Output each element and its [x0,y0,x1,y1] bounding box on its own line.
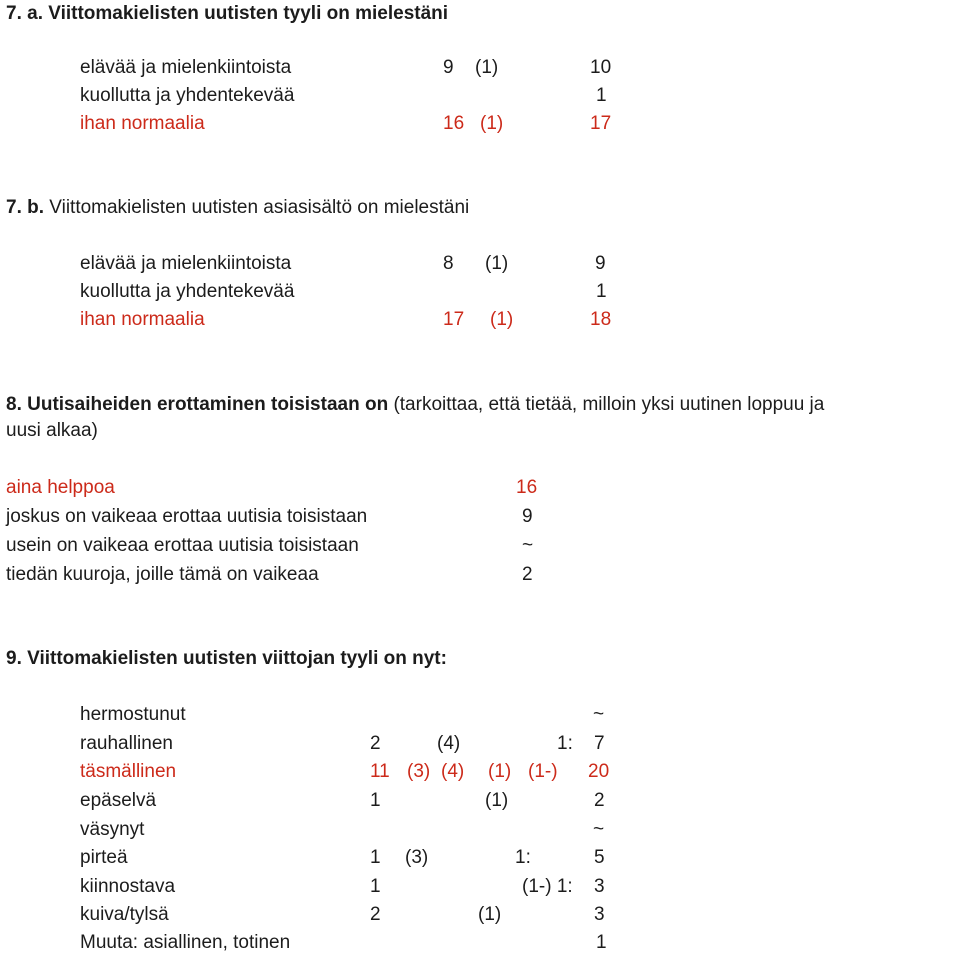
q9-row-c1: 11 [370,761,390,782]
q9-row-c5: 1: [557,733,573,754]
q7b-title [6,196,469,217]
q7a-row-total: 17 [590,113,612,134]
q7a-row-count: 9 [443,57,454,78]
q8-row-label: tiedän kuuroja, joille tämä on vaikeaa [6,564,319,585]
q7a-row-count: 16 [443,113,465,134]
q9-row-c1: 2 [370,904,381,925]
q7a-row-count-paren: (1) [480,113,504,134]
q9-row-c4: (1) [485,790,509,811]
q9-row-label: Muuta: asiallinen, totinen [80,932,291,953]
q7a-row-label: kuollutta ja yhdentekevää [80,85,295,106]
q9-row-c2: (4) [437,733,461,754]
q7a-row-total: 1 [596,85,607,106]
q9-row-label: hermostunut [80,704,186,725]
q9-row-label: pirteä [80,847,128,868]
q9-row-c1: 2 [370,733,381,754]
q9-row-c3: (4) [441,761,465,782]
q9-row-c4: (1) [478,904,502,925]
q7a-row-label: elävää ja mielenkiintoista [80,57,292,78]
q7b-row-total: 18 [590,309,612,330]
q8-row-value: 16 [516,477,538,498]
q9-row-c4: (1) [488,761,512,782]
q8-row-label: usein on vaikeaa erottaa uutisia toisistaan [6,535,359,556]
q7a-row-count-paren: (1) [475,57,499,78]
q9-title: 9. Viittomakielisten uutisten viittojan tyyli on nyt: [6,648,447,669]
q9-row-c5: (1-) 1: [522,876,573,897]
q9-row-c1: 1 [370,790,381,811]
q9-row-total: 20 [588,761,610,782]
q9-row-label: epäselvä [80,790,157,811]
q7a-row-label: ihan normaalia [80,113,205,134]
q9-row-label: kiinnostava [80,876,176,897]
q9-row-c2: (3) [405,847,429,868]
q9-row-label: rauhallinen [80,733,173,754]
q8-title-rest: (tarkoittaa, että tietää, milloin yksi uutinen loppuu ja [393,394,825,415]
q9-row-total: 5 [594,847,605,868]
q8-row-label: joskus on vaikeaa erottaa uutisia toisistaan [6,506,368,527]
q9-row-c1: 1 [370,876,381,897]
q7b-title-text: Viittomakielisten uutisten asiasisältö on mielestäni [49,197,470,218]
q9-row-total: 7 [594,733,605,754]
q7a-row-total: 10 [590,57,612,78]
q9-row-total: 1 [596,932,607,953]
q7b-row-count-paren: (1) [490,309,514,330]
q7b-title-number: 7. b. [6,197,45,218]
q7b-row-total: 9 [595,253,606,274]
q8-row-value: 9 [522,506,533,527]
q9-row-total: 3 [594,876,605,897]
q9-row-total: 2 [594,790,605,811]
q7b-row-label: elävää ja mielenkiintoista [80,253,292,274]
q9-row-label: väsynyt [80,819,145,840]
q7b-row-count: 17 [443,309,465,330]
q7b-row-label: ihan normaalia [80,309,205,330]
q9-row-c5: (1-) [528,761,558,782]
q9-row-total: ~ [593,704,605,725]
q8-title [6,393,824,414]
q9-row-label: kuiva/tylsä [80,904,169,925]
q8-title-bold: 8. Uutisaiheiden erottaminen toisistaan on [6,394,389,415]
q9-row-c1: 1 [370,847,381,868]
q9-row-c2: (3) [407,761,431,782]
q7a-title: 7. a. Viittomakielisten uutisten tyyli on mielestäni [6,3,449,24]
q8-row-label: aina helppoa [6,477,115,498]
q8-row-value: ~ [522,535,534,556]
q7b-row-count: 8 [443,253,454,274]
q9-row-c4: 1: [515,847,531,868]
q7b-row-count-paren: (1) [485,253,509,274]
q9-row-total: ~ [593,819,605,840]
q8-row-value: 2 [522,564,533,585]
q9-row-total: 3 [594,904,605,925]
q7b-row-total: 1 [596,281,607,302]
q9-row-label: täsmällinen [80,761,177,782]
q7b-row-label: kuollutta ja yhdentekevää [80,281,295,302]
q8-title-line2: uusi alkaa) [6,420,98,441]
